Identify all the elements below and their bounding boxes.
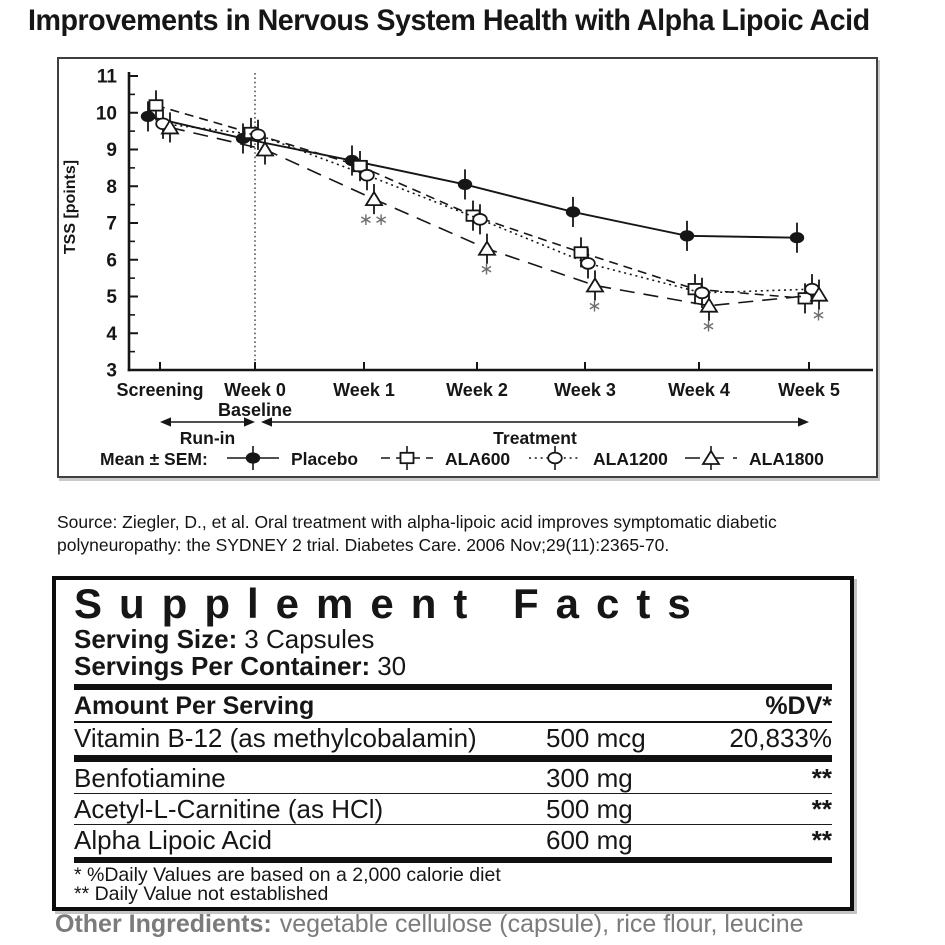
x-tick-label: Screening [116, 380, 204, 400]
significance-annotation: ∗ [479, 259, 495, 279]
ingredient-amount: 300 mg [546, 763, 633, 793]
y-tick-label: 8 [106, 176, 117, 198]
servings-per-container [74, 653, 832, 680]
x-tick-label: Week 2 [446, 380, 508, 400]
legend-label: Placebo [291, 449, 359, 469]
facts-footnotes [74, 864, 832, 905]
y-axis-title: TSS [points] [62, 159, 79, 255]
thick-rule [74, 857, 832, 863]
serving-size-value: 3 Capsules [244, 624, 375, 654]
footnote: ** Daily Value not established [74, 882, 329, 905]
significance-annotation: ∗ [701, 316, 717, 336]
serving-size-label: Serving Size: [74, 624, 238, 654]
supplement-row [74, 763, 832, 793]
dv-header: %DV* [765, 692, 832, 720]
tss-line-chart [59, 59, 876, 476]
x-tick-label: Week 4 [668, 380, 730, 400]
ingredient-amount: 500 mg [546, 794, 633, 824]
ingredient-name: Acetyl-L-Carnitine (as HCl) [74, 794, 384, 824]
series-ALA600 [150, 90, 812, 316]
chart-legend [100, 446, 824, 470]
other-ingredients [55, 910, 935, 939]
legend-label: ALA1800 [749, 449, 824, 469]
x-sublabel: Baseline [217, 400, 293, 420]
supplement-row [74, 723, 832, 753]
y-tick-label: 11 [96, 66, 117, 88]
supplement-row [74, 824, 832, 855]
ingredient-amount: 500 mcg [546, 723, 646, 753]
source-citation: Source: Ziegler, D., et al. Oral treatment with alpha-lipoic acid improves symptomatic diabetic polyneuropathy: the SYDNEY 2 trial. Diabetes Care. 2006 Nov;29(11):2365-70. [57, 512, 777, 555]
ingredient-name: Benfotiamine [74, 763, 226, 793]
phase-run-in [160, 417, 255, 448]
legend-label: ALA1200 [593, 449, 668, 469]
y-tick-label: 3 [106, 360, 117, 382]
thick-rule [74, 684, 832, 690]
thick-rule [74, 755, 832, 762]
phase-label: Run-in [179, 428, 236, 448]
supplement-facts-title: Supplement Facts [74, 580, 708, 627]
page-title: Improvements in Nervous System Health with Alpha Lipoic Acid [28, 4, 870, 37]
phase-label: Treatment [493, 428, 577, 448]
facts-rows-group2 [74, 763, 832, 855]
tss-chart-panel [57, 57, 878, 478]
significance-annotation: ∗ [587, 296, 603, 316]
other-ingredients-text: vegetable cellulose (capsule), rice flour, leucine [279, 910, 804, 938]
facts-header-row [74, 692, 832, 721]
ingredient-dv: 20,833% [729, 723, 832, 753]
servings-per-container-value: 30 [377, 651, 407, 681]
y-tick-label: 4 [106, 323, 117, 345]
supplement-facts-panel [52, 576, 854, 911]
significance-annotation: ∗∗ [358, 210, 390, 230]
ingredient-name: Vitamin B-12 (as methylcobalamin) [74, 723, 477, 753]
y-tick-label: 5 [106, 287, 117, 308]
x-tick-label: Week 3 [554, 380, 616, 400]
legend-label: ALA600 [445, 449, 511, 469]
y-tick-label: 10 [95, 103, 117, 125]
other-ingredients-label: Other Ingredients: [55, 910, 272, 938]
supplement-row [74, 793, 832, 824]
ingredient-dv: ** [811, 794, 832, 824]
significance-annotation: ∗ [811, 305, 827, 325]
x-tick-label: Week 0 [224, 380, 286, 400]
y-tick-label: 7 [106, 213, 117, 235]
ingredient-dv: ** [811, 763, 832, 793]
ingredient-dv: ** [811, 825, 832, 855]
y-tick-label: 9 [106, 140, 117, 161]
legend-prefix: Mean ± SEM: [100, 449, 208, 469]
y-tick-label: 6 [106, 250, 117, 272]
serving-size [74, 626, 832, 653]
ingredient-amount: 600 mg [546, 825, 633, 855]
amount-per-serving-header: Amount Per Serving [74, 692, 315, 720]
x-tick-label: Week 1 [333, 380, 395, 400]
facts-rows-group1 [74, 721, 832, 753]
phase-treatment [261, 417, 809, 448]
servings-per-container-label: Servings Per Container: [74, 651, 371, 681]
footnote: * %Daily Values are based on a 2,000 calorie diet [74, 864, 501, 886]
series-ALA1800 [162, 112, 827, 320]
x-tick-label: Week 5 [778, 380, 840, 400]
ingredient-name: Alpha Lipoic Acid [74, 825, 273, 855]
